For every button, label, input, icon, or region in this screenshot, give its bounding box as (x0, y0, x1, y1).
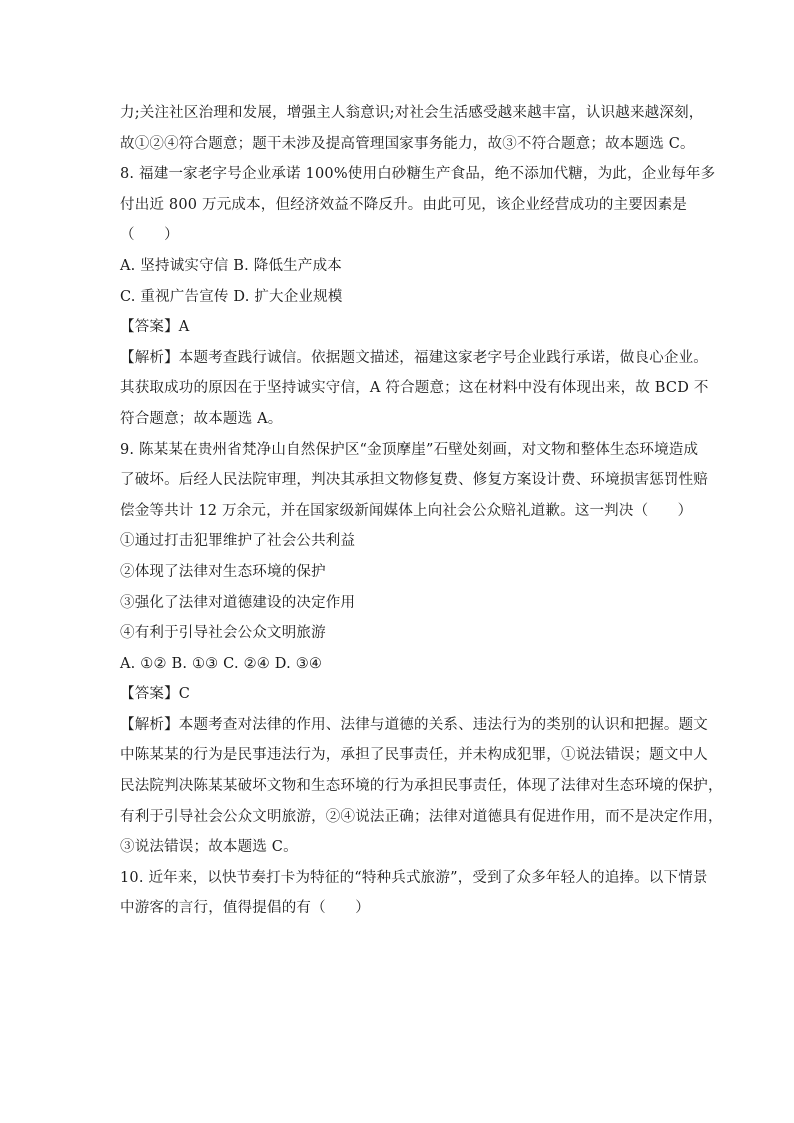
question-8-options: C. 重视广告宣传 D. 扩大企业规模 (120, 288, 343, 305)
question-9-statement: ④有利于引导社会公众文明旅游 (120, 625, 326, 642)
question-9-analysis: 有利于引导社会公众文明旅游，②④说法正确；法律对道德具有促进作用，而不是决定作用， (120, 808, 723, 825)
question-8-options: A. 坚持诚实守信 B. 降低生产成本 (120, 257, 342, 274)
question-9-stem: 了破坏。后经人民法院审理，判决其承担文物修复费、修复方案设计费、环境损害惩罚性赔 (120, 472, 708, 489)
question-9-analysis: 【解析】本题考查对法律的作用、法律与道德的关系、违法行为的类别的认识和把握。题文 (120, 716, 708, 733)
text-line: 故①②④符合题意；题干未涉及提高管理国家事务能力，故③不符合题意；故本题选 C。 (120, 135, 695, 152)
question-8-blank: （ ） (120, 227, 179, 244)
question-8-stem: 8. 福建一家老字号企业承诺 100%使用白砂糖生产食品，绝不添加代糖，为此，企业每年多 (120, 166, 716, 183)
question-8-answer: 【答案】A (120, 319, 190, 336)
document-page (120, 98, 723, 924)
question-9-stem: 偿金等共计 12 万余元，并在国家级新闻媒体上向社会公众赔礼道歉。这一判决（ ） (120, 502, 693, 519)
question-9-stem: 9. 陈某某在贵州省梵净山自然保护区“金顶摩崖”石壁处刻画，对文物和整体生态环境造成 (120, 441, 699, 458)
text-line: 力;关注社区治理和发展，增强主人翁意识;对社会生活感受越来越丰富，认识越来越深刻， (120, 105, 704, 121)
question-9-analysis: 中陈某某的行为是民事违法行为，承担了民事责任，并未构成犯罪，①说法错误；题文中人 (120, 747, 708, 764)
question-10-stem: 中游客的言行，值得提倡的有（ ） (120, 900, 370, 917)
question-9-analysis: 民法院判决陈某某破坏文物和生态环境的行为承担民事责任，体现了法律对生态环境的保护， (120, 778, 723, 795)
question-9-options: A. ①② B. ①③ C. ②④ D. ③④ (120, 655, 323, 672)
question-8-analysis: 其获取成功的原因在于坚持诚实守信，A 符合题意；这在材料中没有体现出来，故 BCD 不 (120, 380, 709, 397)
question-9-analysis: ③说法错误；故本题选 C。 (120, 839, 298, 856)
question-8-analysis: 符合题意；故本题选 A。 (120, 410, 283, 427)
question-10-stem: 10. 近年来，以快节奏打卡为特征的“特种兵式旅游”，受到了众多年轻人的追捧。以下情景 (120, 869, 708, 886)
question-8-stem: 付出近 800 万元成本，但经济效益不降反升。由此可见，该企业经营成功的主要因素是 (120, 196, 688, 213)
question-9-statement: ①通过打击犯罪维护了社会公共利益 (120, 533, 356, 550)
question-9-answer: 【答案】C (120, 686, 191, 703)
question-8-analysis: 【解析】本题考查践行诚信。依据题文描述，福建这家老字号企业践行承诺，做良心企业。 (120, 349, 708, 366)
question-9-statement: ②体现了法律对生态环境的保护 (120, 563, 326, 580)
question-9-statement: ③强化了法律对道德建设的决定作用 (120, 594, 356, 611)
